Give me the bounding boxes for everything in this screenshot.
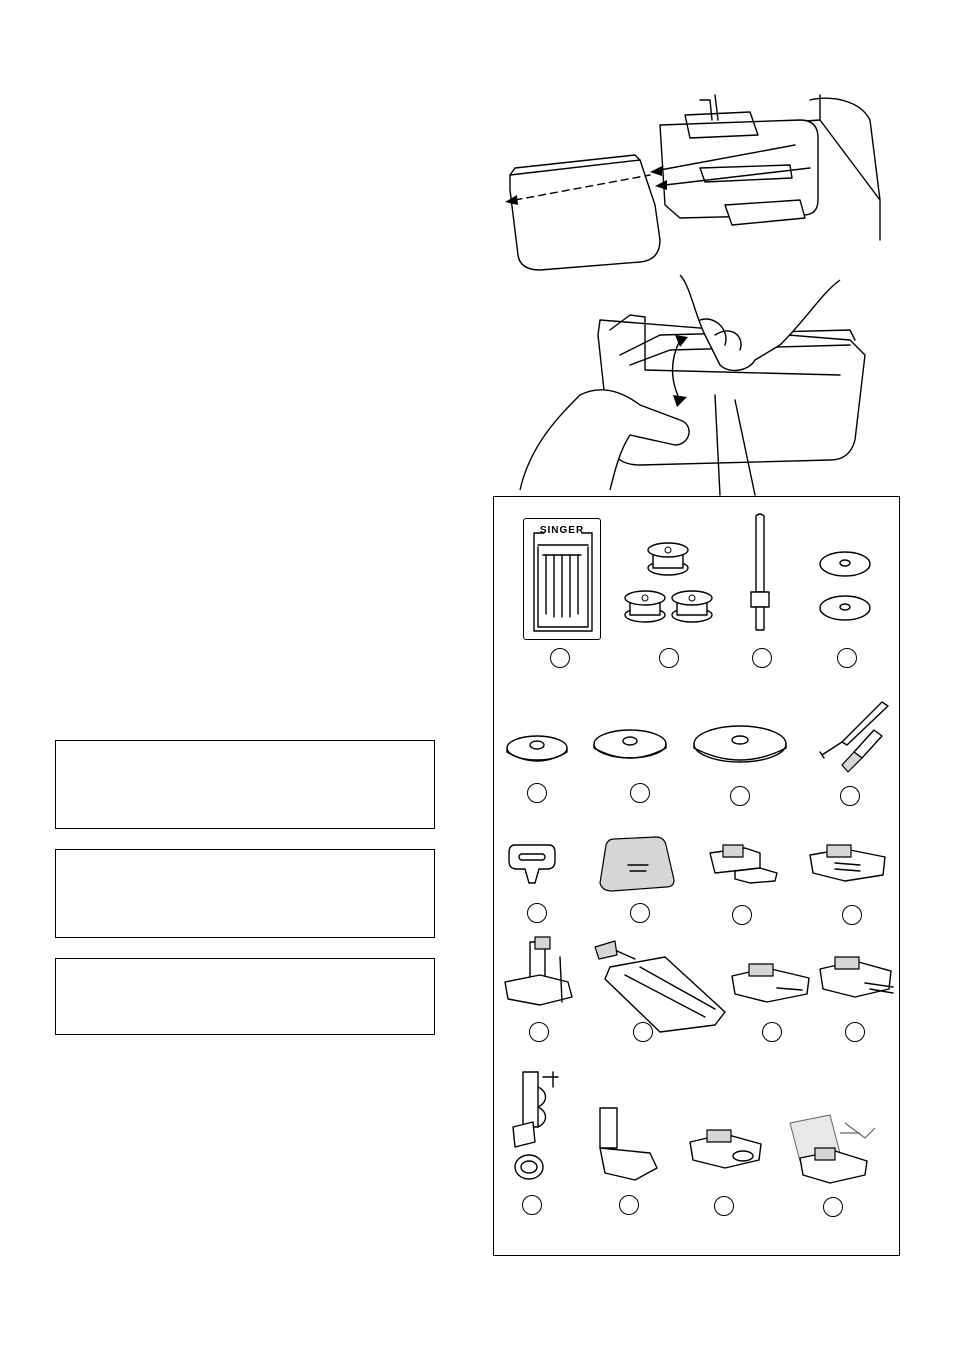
callout-12 <box>842 905 862 925</box>
spool-pin-felts-icon <box>815 550 875 625</box>
darning-plate-icon <box>596 835 676 895</box>
medium-spool-cap-icon <box>592 724 668 766</box>
even-feed-foot-icon <box>785 1113 880 1188</box>
callout-18 <box>619 1195 639 1215</box>
callout-19 <box>714 1196 734 1216</box>
callout-4 <box>837 648 857 668</box>
opening-accessory-box-illustration <box>520 275 890 500</box>
callout-17 <box>522 1195 542 1215</box>
bobbins-icon <box>620 540 720 630</box>
callout-3 <box>752 648 772 668</box>
callout-7 <box>730 786 750 806</box>
callout-6 <box>630 783 650 803</box>
seam-guide-icon <box>507 843 557 893</box>
spool-pin-icon <box>745 512 775 634</box>
callout-1 <box>550 648 570 668</box>
callout-13 <box>529 1022 549 1042</box>
seam-ripper-brush-icon <box>812 700 892 780</box>
callout-15 <box>762 1022 782 1042</box>
large-spool-cap-icon <box>692 720 788 770</box>
rolled-hem-foot-icon <box>685 1128 765 1173</box>
callout-20 <box>823 1197 843 1217</box>
note-box-2 <box>55 849 435 938</box>
callout-10 <box>630 903 650 923</box>
needle-pack-icon <box>523 518 601 640</box>
callout-5 <box>527 783 547 803</box>
darning-embroidery-foot-icon <box>503 1067 563 1187</box>
callout-8 <box>840 786 860 806</box>
machine-accessory-box-illustration <box>500 90 890 280</box>
callout-11 <box>732 905 752 925</box>
callout-2 <box>659 648 679 668</box>
zipper-foot-icon <box>705 843 780 888</box>
small-spool-cap-icon <box>505 730 570 765</box>
blind-hem-foot-icon <box>500 937 575 1012</box>
buttonhole-foot-icon <box>595 937 730 1032</box>
overcasting-foot-icon <box>727 962 815 1007</box>
straight-stitch-foot-icon <box>595 1108 660 1188</box>
callout-16 <box>845 1022 865 1042</box>
note-box-3 <box>55 958 435 1035</box>
needle-pack-brand: SINGER <box>539 525 585 536</box>
callout-9 <box>527 903 547 923</box>
button-sewing-foot-icon <box>815 955 895 1005</box>
callout-14 <box>633 1022 653 1042</box>
satin-stitch-foot-icon <box>805 843 887 888</box>
note-box-1 <box>55 740 435 829</box>
